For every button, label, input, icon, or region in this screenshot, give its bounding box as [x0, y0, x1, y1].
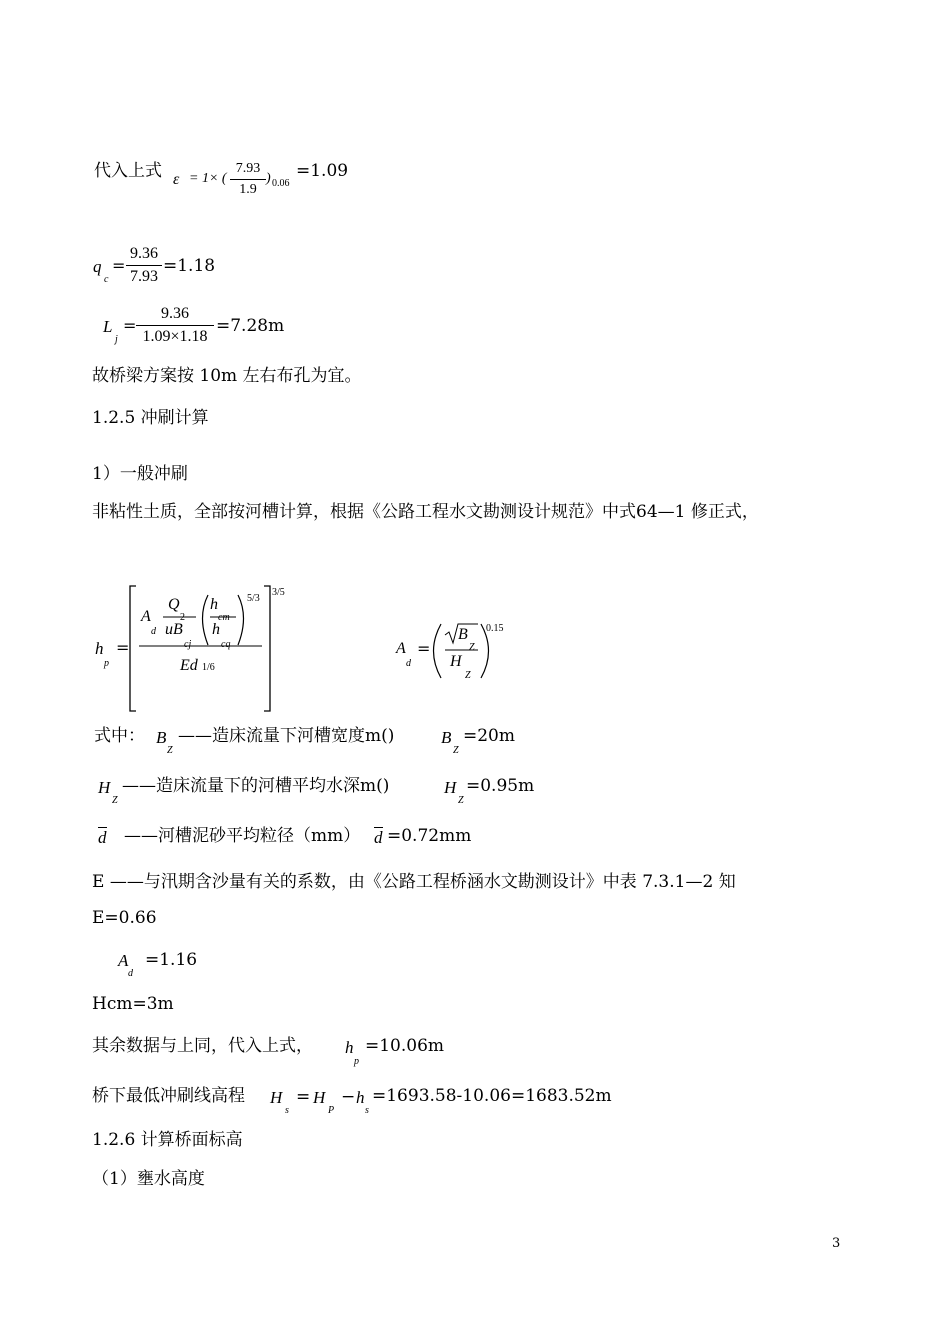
- hp-h-denominator-subscript: cq: [221, 639, 231, 650]
- equation-prefix: 代入上式: [94, 161, 162, 181]
- equation-middle: = 1× (: [189, 171, 227, 186]
- ad-b-subscript: Z: [469, 642, 475, 653]
- hp-inner-exponent: 5/3: [247, 593, 260, 604]
- hp-outer-exponent: 3/5: [272, 587, 285, 598]
- fraction-denominator: 1.9: [239, 182, 257, 197]
- hp-value-subscript: p: [354, 1056, 359, 1067]
- bz-description: ——造床流量下河槽宽度m(): [178, 726, 395, 746]
- bz-subscript-2: Z: [453, 745, 459, 756]
- hp-lhs-subscript: p: [104, 658, 109, 669]
- scour-minus: −: [341, 1087, 356, 1107]
- scour-value: =1693.58-10.06=1683.52m: [372, 1086, 612, 1106]
- hp-equals: =: [116, 638, 130, 657]
- ad-h-subscript: Z: [465, 670, 471, 681]
- hcm-value: Hcm=3m: [92, 994, 174, 1014]
- hp-value-prefix: 其余数据与上同，代入上式，: [92, 1036, 313, 1056]
- definition-e-line2: E=0.66: [92, 908, 157, 928]
- hz-description: ——造床流量下的河槽平均水深m(): [122, 776, 390, 796]
- hp-value: =10.06m: [365, 1036, 445, 1056]
- lj-result: =7.28m: [216, 316, 285, 336]
- definition-e-line1: E ——与汛期含沙量有关的系数，由《公路工程桥涵水文勘测设计》中表 7.3.1—2 知: [92, 872, 736, 892]
- epsilon-symbol: ε: [173, 171, 180, 188]
- scour-hs-variable: H: [270, 1088, 283, 1107]
- equation-close: ): [266, 171, 271, 186]
- d-description: ——河槽泥砂平均粒径（mm）: [124, 826, 361, 846]
- qc-result: =1.18: [163, 256, 216, 276]
- ad-b: B: [458, 626, 468, 643]
- ad-equals: =: [417, 639, 431, 658]
- ad-value-subscript: d: [128, 968, 133, 979]
- hp-lhs: h: [95, 639, 104, 658]
- hp-ub: uB: [165, 621, 183, 638]
- scour-equals: =: [296, 1087, 311, 1107]
- ad-h: H: [450, 653, 462, 670]
- hz-value: =0.95m: [466, 776, 535, 796]
- section-heading-126: 1.2.6 计算桥面标高: [92, 1130, 243, 1150]
- hp-ed-exponent: 1/6: [202, 662, 215, 673]
- fraction-denominator: 7.93: [130, 268, 158, 285]
- section-heading-125: 1.2.5 冲刷计算: [92, 408, 209, 428]
- subsection-general-scour: 1）一般冲刷: [92, 464, 188, 484]
- ad-lhs-subscript: d: [406, 658, 411, 669]
- hz-subscript-2: Z: [458, 795, 464, 806]
- equation-result: =1.09: [296, 161, 349, 181]
- qc-equals: =: [112, 256, 126, 275]
- ad-exponent: 0.15: [486, 623, 504, 634]
- d-variable-2: d: [374, 828, 383, 847]
- hp-h-numerator: h: [210, 596, 218, 613]
- bz-value: =20m: [463, 726, 515, 746]
- scour-line-prefix: 桥下最低冲刷线高程: [92, 1086, 245, 1106]
- general-scour-description: 非粘性土质，全部按河槽计算，根据《公路工程水文勘测设计规范》中式64—1 修正式，: [92, 502, 759, 522]
- hz-variable: H: [98, 778, 111, 797]
- subsection-backwater: （1）壅水高度: [92, 1169, 205, 1189]
- lj-equals: =: [123, 316, 137, 335]
- qc-variable: q: [93, 257, 102, 276]
- ad-lhs: A: [396, 640, 406, 657]
- hz-subscript: Z: [112, 795, 118, 806]
- hp-ed: Ed: [180, 657, 198, 674]
- qc-subscript: c: [104, 274, 109, 285]
- lj-subscript: j: [115, 334, 118, 345]
- ad-value: =1.16: [145, 950, 198, 970]
- fraction-numerator: 9.36: [161, 305, 189, 322]
- fraction-numerator: 9.36: [130, 245, 158, 262]
- fraction-numerator: 7.93: [235, 161, 261, 176]
- hz-variable-2: H: [444, 778, 457, 797]
- conclusion-text: 故桥梁方案按 10m 左右布孔为宜。: [92, 366, 362, 386]
- ad-value-variable: A: [118, 951, 129, 970]
- bz-subscript: Z: [167, 745, 173, 756]
- hp-a-subscript: d: [151, 626, 156, 637]
- equation-exponent: 0.06: [272, 178, 290, 189]
- scour-hp-variable: H: [313, 1088, 326, 1107]
- hp-h-numerator-subscript: cm: [218, 612, 230, 623]
- d-value: =0.72mm: [387, 826, 472, 846]
- page-number: 3: [832, 1236, 841, 1251]
- fraction-denominator: 1.09×1.18: [142, 328, 208, 345]
- scour-hp-subscript: P: [328, 1105, 335, 1116]
- hp-q-subscript: 2: [180, 612, 185, 623]
- d-variable: d: [98, 828, 107, 847]
- hp-value-variable: h: [345, 1038, 354, 1057]
- hp-ub-subscript: cj: [184, 639, 192, 650]
- bz-variable: B: [156, 728, 167, 747]
- definition-prefix: 式中：: [94, 726, 145, 746]
- scour-hs-subscript: s: [285, 1105, 289, 1116]
- hp-a: A: [141, 608, 151, 625]
- scour-h-variable: h: [356, 1088, 365, 1107]
- lj-variable: L: [103, 317, 113, 336]
- hp-h-denominator: h: [212, 621, 220, 638]
- hp-q: Q: [168, 596, 180, 613]
- scour-h-subscript: s: [365, 1105, 369, 1116]
- bz-variable-2: B: [441, 728, 452, 747]
